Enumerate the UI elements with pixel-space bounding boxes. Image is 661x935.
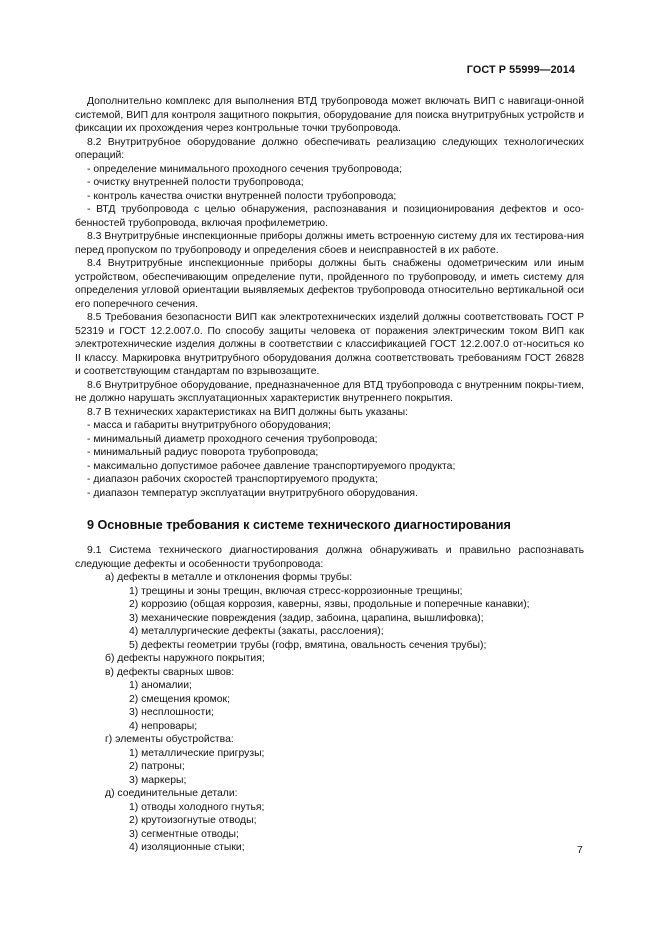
defect-item: 3) механические повреждения (задир, забоина, царапина, вышлифовка); <box>129 612 484 624</box>
defect-item: 4) металлургические дефекты (закаты, расслоения); <box>129 626 384 637</box>
defect-item: 1) металлические пригрузы; <box>129 747 265 759</box>
list-item: - контроль качества очистки внутренней полости трубопровода; <box>87 190 397 202</box>
list-item: - очистку внутренней полости трубопровода; <box>87 177 304 188</box>
document-code: ГОСТ Р 55999—2014 <box>466 64 575 76</box>
defect-item: 1) отводы холодного гнутья; <box>129 801 265 813</box>
list-item: - максимально допустимое рабочее давление транспортируемого продукта; <box>87 460 456 472</box>
defect-group-label: а) дефекты в металле и отклонения формы трубы: <box>105 572 353 583</box>
defect-item: 2) смещения кромок; <box>129 693 230 705</box>
defect-item: 3) несплошности; <box>129 707 214 718</box>
defect-group-label: г) элементы обустройства: <box>105 734 234 745</box>
defect-item: 5) дефекты геометрии трубы (гофр, вмятина, овальность сечения трубы); <box>129 639 487 651</box>
page-number: 7 <box>577 845 583 856</box>
list-item: - минимальный диаметр проходного сечения трубопровода; <box>87 433 378 445</box>
paragraph-9-1: 9.1 Система технического диагностирования должна обнаруживать и правильно распознавать следующие дефекты и особенности трубопровода: <box>75 545 584 570</box>
list-item: - масса и габариты внутритрубного оборудования; <box>87 420 331 431</box>
paragraph-8-2: 8.2 Внутритрубное оборудование должно обеспечивать реализацию следующих технологических операций: <box>75 136 584 161</box>
defect-item: 2) патроны; <box>129 761 185 772</box>
defect-group-label: в) дефекты сварных швов: <box>105 666 235 678</box>
list-item: - ВТД трубопровода с целью обнаружения, распознавания и позиционирования дефектов и осо-бенностей трубопровода, включая профилеметрию. <box>75 204 584 229</box>
paragraph-8-3: 8.3 Внутритрубные инспекционные приборы должны иметь встроенную систему для их тестирова-ния перед пропуском по трубопроводу и определения сбоев и неисправностей в их работе. <box>75 231 584 256</box>
paragraph-intro: Дополнительно комплекс для выполнения ВТД трубопровода может включать ВИП с навигаци-онной системой, ВИП для контроля защитного покрытия, оборудование для поиска внутритрубных устройств и фиксации их прохождения через контрольные точки трубопровода. <box>75 96 584 134</box>
paragraph-8-7: 8.7 В технических характеристиках на ВИП должны быть указаны: <box>87 406 408 418</box>
defect-item: 3) сегментные отводы; <box>129 828 239 840</box>
list-item: - диапазон рабочих скоростей транспортируемого продукта; <box>87 474 378 485</box>
paragraph-8-5: 8.5 Требования безопасности ВИП как электротехнических изделий должны соответствовать ГОСТ Р 52319 и ГОСТ 12.2.007.0. По способу защиты человека от поражения электрическим током ВИП как электротехнические изделия должны в соответствии с классификацией ГОСТ 12.2.007.0 от-носиться ко II классу. Маркировка внутритрубного оборудования должна соответствовать требованиям ГОСТ 26828 и соответствующим стандартам по взрывозащите. <box>75 312 584 377</box>
list-item: - минимальный радиус поворота трубопровода; <box>87 447 319 458</box>
defect-group-label: д) соединительные детали: <box>105 788 238 799</box>
defect-item: 2) коррозию (общая коррозия, каверны, язвы, продольные и поперечные канавки); <box>129 599 530 610</box>
defect-item: 3) маркеры; <box>129 774 187 786</box>
defect-item: 4) непровары; <box>129 720 198 732</box>
section-title: 9 Основные требования к системе технического диагностирования <box>87 518 511 532</box>
defect-group-label: б) дефекты наружного покрытия; <box>105 653 265 664</box>
page-content <box>75 95 584 855</box>
paragraph-8-4: 8.4 Внутритрубные инспекционные приборы должны быть снабжены одометрическим или иным устройством, обеспечивающим определение пути, пройденного по трубопроводу, и иметь систему для определения угловой ориентации выявляемых дефектов трубопровода относительно вертикальной оси его поперечного сечения. <box>75 258 584 310</box>
defect-item: 1) аномалии; <box>129 680 192 691</box>
defect-item: 4) изоляционные стыки; <box>129 842 245 853</box>
list-item: - диапазон температур эксплуатации внутритрубного оборудования. <box>87 487 418 499</box>
paragraph-8-6: 8.6 Внутритрубное оборудование, предназначенное для ВТД трубопровода с внутренним покры-тием, не должно нарушать эксплуатационных характеристик внутреннего покрытия. <box>75 379 584 404</box>
list-item: - определение минимального проходного сечения трубопровода; <box>87 163 402 175</box>
defect-item: 2) крутоизогнутые отводы; <box>129 815 257 826</box>
defect-item: 1) трещины и зоны трещин, включая стресс-коррозионные трещины; <box>129 585 463 597</box>
